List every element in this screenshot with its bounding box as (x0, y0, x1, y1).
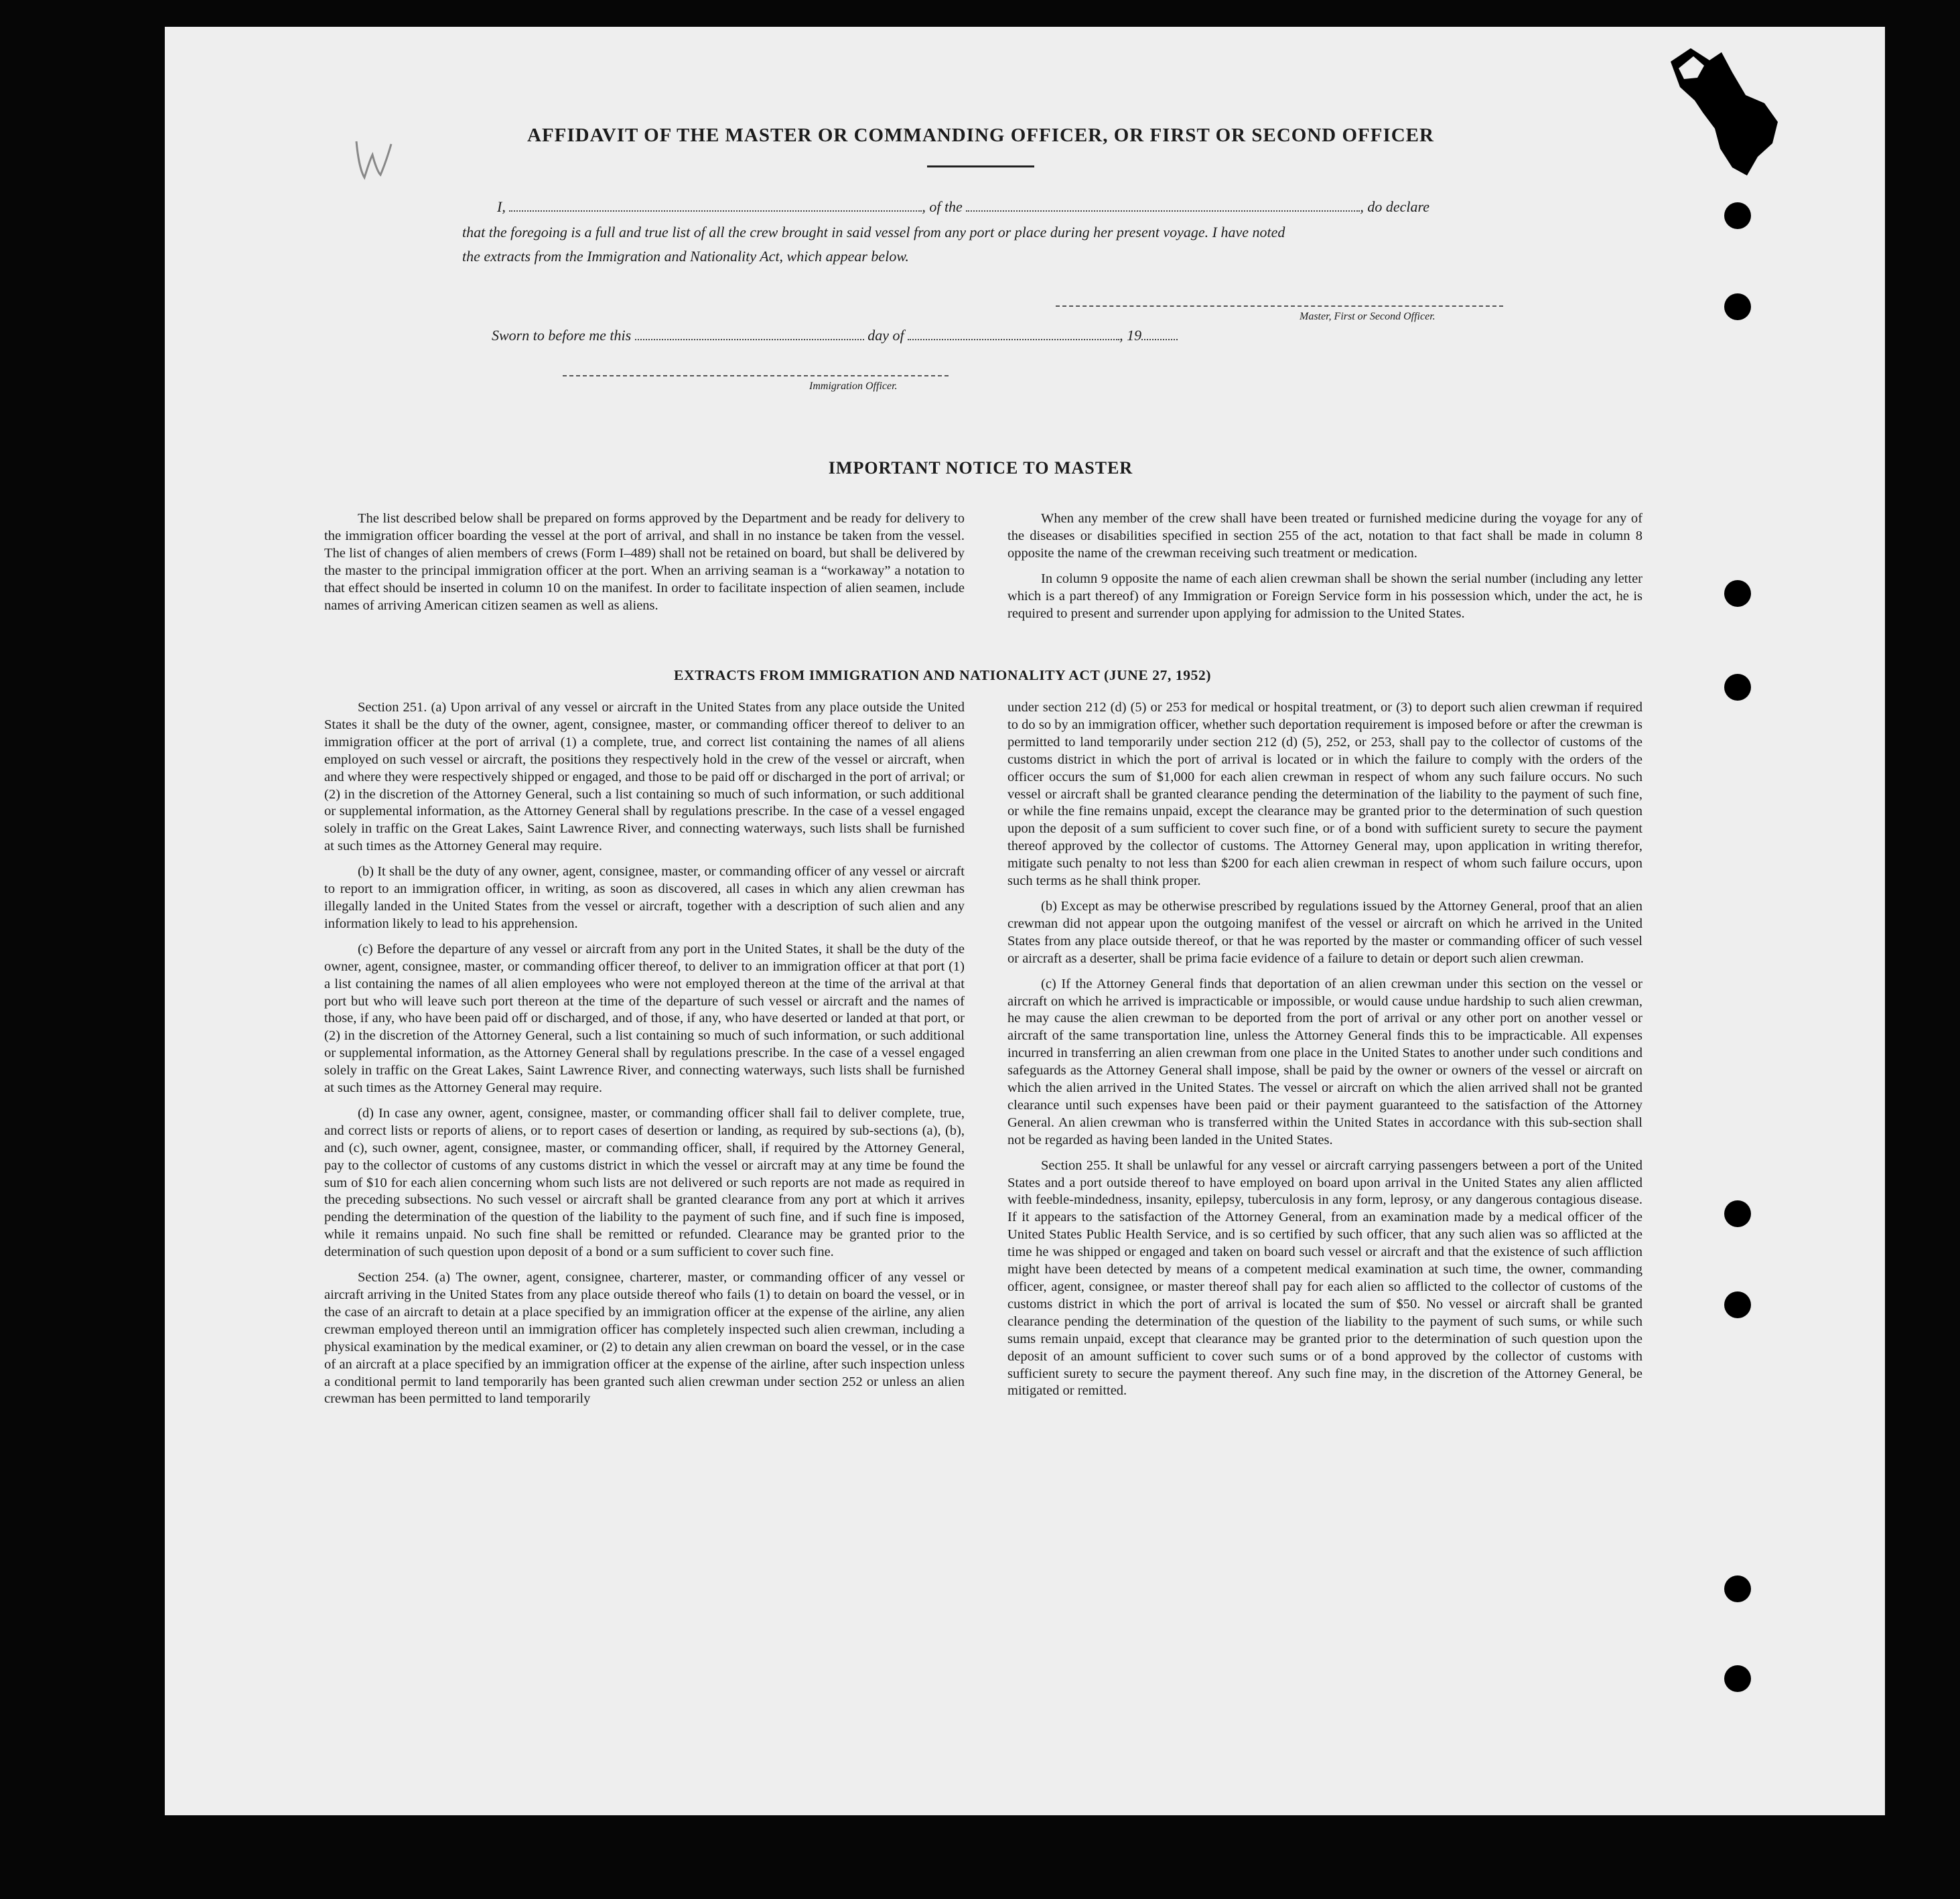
punch-hole (1724, 1575, 1751, 1602)
extracts-title: EXTRACTS FROM IMMIGRATION AND NATIONALITY ACT (JUNE 27, 1952) (674, 667, 1212, 683)
declaration-line-3: the extracts from the Immigration and Nationality Act, which appear below. (462, 248, 909, 265)
notice-right-column (1007, 510, 1642, 630)
declaration-line-2: that the foregoing is a full and true list of all the crew brought in said vessel from any port or place during her present voyage. I have noted (462, 224, 1285, 240)
extract-section-254c: (c) If the Attorney General finds that deportation of an alien crewman under this section on the vessel or aircraft on which he arrived is impracticable or impossible, or would cause undue hardship to such alien crewman, he may cause the alien crewman to be deported from the port of arrival or any other port on another vessel or aircraft of the same transportation line, unless the Attorney General finds this to be impracticable. All expenses incurred in transferring an alien crewman from one place in the United States to another under such conditions and safeguards as the Attorney General shall impose, shall be paid by the owner or owners of the vessel or aircraft on which the alien arrived in the United States. The vessel or aircraft on which the alien arrived shall not be granted clearance until such expenses have been paid or their payment guaranteed to the satisfaction of the Attorney General. An alien crewman who is transferred within the United States in accordance with this sub-section shall not be regarded as having been landed in the United States. (1007, 976, 1642, 1147)
master-caption: Master, First or Second Officer. (1300, 311, 1436, 322)
punch-hole (1724, 202, 1751, 229)
extract-section-254a-cont: under section 212 (d) (5) or 253 for medical or hospital treatment, or (3) to deport such alien crewman if required to do so by an immigration officer, whether such deportation requirement is imposed before or after the crewman is permitted to land temporarily under section 212 (d) (5), 252, or 253, shall pay to the collector of customs of the customs district in which the port of arrival is located or in which the failure to comply with the orders of the officer occurs the sum of $1,000 for each alien crewman in respect of whom any such failure occurs. No such vessel or aircraft shall be granted clearance pending the determination of the liability to the payment of such fine, or while the fine remains unpaid, except the clearance may be granted prior to the determination of such question upon the deposit of a sum sufficient to cover such fine, or of a bond with sufficient surety to secure the payment thereof approved by the collector of customs. The Attorney General may, upon application in writing therefor, mitigate such penalty to not less than $200 for each alien crewman in respect of whom such failure occurs, upon such terms as he shall think proper. (1007, 700, 1642, 889)
extract-section-254b: (b) Except as may be otherwise prescribed by regulations issued by the Attorney General, proof that an alien crewman did not appear upon the outgoing manifest of the vessel or aircraft on which he arrived in the United States from any place outside thereof, or that he was reported by the master or commanding officer of such vessel or aircraft as a deserter, shall be prima facie evidence of a failure to detain or deport such alien crewman. (1007, 898, 1642, 966)
declaration-i: I, (497, 198, 506, 215)
extracts-left-column (324, 699, 965, 1416)
year-blank (1141, 327, 1178, 340)
form-page (165, 27, 1885, 1815)
punch-hole (1724, 293, 1751, 320)
title-underline (927, 165, 1034, 167)
extract-section-251b: (b) It shall be the duty of any owner, agent, consignee, master, or commanding officer of any vessel or aircraft to report to an immigration officer, in writing, as soon as discovered, all cases in which any alien crewman has illegally landed in the United States from the vessel or aircraft, together with a description of such alien and any information likely to lead to his apprehension. (324, 864, 965, 931)
extract-section-251c: (c) Before the departure of any vessel or aircraft from any port in the United States, it shall be the duty of the owner, agent, consignee, master, or commanding officer thereof, to deliver to an immigration officer at that port (1) a list containing the names of all alien employees who were not employed thereon at the time of the arrival at that port but who will leave such port thereon at the time of the departure of such vessel or aircraft and the names of those, if any, who have been paid off or discharged, and of those, if any, who have deserted or landed at that port, or (2) in the discretion of the Attorney General, such a list containing so much of such information, or such additional or supplemental information, as the Attorney General shall by regulations prescribe. In the case of a vessel engaged solely in traffic on the Great Lakes, Saint Lawrence River, and connecting waterways, such lists shall be furnished at such times as the Attorney General may require. (324, 941, 965, 1096)
extract-section-255: Section 255. It shall be unlawful for any vessel or aircraft carrying passengers between a port of the United States and a port outside thereof to have employed on board upon arrival in the United States any alien afflicted with feeble-mindedness, insanity, epilepsy, tuberculosis in any form, leprosy, or any dangerous contagious disease. If it appears to the satisfaction of the Attorney General, from an examination made by a medical officer of the United States Public Health Service, and is so certified by such officer, that any such alien was so afflicted at the time he was shipped or engaged and taken on board such vessel or aircraft and that the existence of such affliction might have been detected by means of a competent medical examination at such time, the owner, commanding officer, agent, consignee, or master thereof shall pay for each alien so afflicted to the collector of customs of the customs district in which the port of arrival is located the sum of $50. No vessel or aircraft shall be granted clearance pending the determination of the question of the liability to the payment of such sums, or while such sums remain unpaid, except that clearance may be granted prior to the determination of such question upon the deposit of an amount sufficient to cover such sums or of a bond approved by the collector of customs with sufficient surety to secure the payment thereof. Any such fine may, in the discretion of the Attorney General, be mitigated or remitted. (1007, 1157, 1642, 1399)
sworn-day-blank (635, 327, 864, 340)
punch-hole (1724, 1665, 1751, 1692)
immigration-signature-line (563, 375, 949, 376)
punch-hole (1724, 1291, 1751, 1318)
vessel-blank (966, 198, 1360, 212)
notice-title: IMPORTANT NOTICE TO MASTER (828, 458, 1133, 478)
notice-right-paragraph-2: In column 9 opposite the name of each alien crewman shall be shown the serial number (including any letter which is a part thereof) of any Immigration or Foreign Service form in his possession which, under the act, he is required to present and surrender upon applying for admission to the United States. (1007, 571, 1642, 621)
extract-section-254a: Section 254. (a) The owner, agent, consignee, charterer, master, or commanding officer of any vessel or aircraft arriving in the United States from any place outside thereof who fails (1) to detain on board the vessel, or in the case of an aircraft to detain at a place specified by an immigration officer at the expense of the airline, any alien crewman employed thereon until an immigration officer has completely inspected such alien crewman, including a physical examination by the medical examiner, or (2) to detain any alien crewman on board the vessel, or in the case of an aircraft at a place specified by an immigration officer at the expense of the airline, after such inspection unless a conditional permit to land temporarily has been granted such alien crewman under section 252 or unless an alien crewman has been permitted to land temporarily (324, 1270, 965, 1407)
immigration-caption: Immigration Officer. (809, 380, 898, 392)
notice-right-paragraph-1: When any member of the crew shall have been treated or furnished medicine during the voyage for any of the diseases or disabilities specified in section 255 of the act, notation to that fact shall be made in column 8 opposite the name of the crewman receiving such treatment or medication. (1007, 511, 1642, 561)
sworn-text: Sworn to before me this (492, 327, 632, 344)
declaration-line-1 (497, 198, 1429, 216)
sworn-line (492, 327, 1178, 344)
punch-hole (1724, 580, 1751, 607)
declaration-declare: , do declare (1360, 198, 1429, 215)
notice-left-column (324, 510, 965, 622)
declaration-of-the: , of the (922, 198, 963, 215)
affidavit-title: AFFIDAVIT OF THE MASTER OR COMMANDING OFFICER, OR FIRST OR SECOND OFFICER (527, 125, 1434, 146)
punch-hole (1724, 674, 1751, 701)
punch-hole (1724, 1200, 1751, 1227)
sworn-month-blank (908, 327, 1119, 340)
extract-section-251a: Section 251. (a) Upon arrival of any vessel or aircraft in the United States from any place outside the United States it shall be the duty of the owner, agent, consignee, master, or commanding officer thereof to deliver to an immigration officer at the port of arrival (1) a complete, true, and correct list containing the names of all aliens employed on such vessel or aircraft, the positions they respectively hold in the crew of the vessel or aircraft, when and where they were respectively shipped or engaged, and those to be paid off or discharged in the port of arrival; or (2) in the discretion of the Attorney General, such a list containing so much of such information, or such additional or supplemental information, as the Attorney General shall by regulations prescribe. In the case of a vessel engaged solely in traffic on the Great Lakes, Saint Lawrence River, and connecting waterways, such lists shall be furnished at such times as the Attorney General may require. (324, 700, 965, 854)
name-blank (509, 198, 922, 212)
year-text: , 19 (1119, 327, 1142, 344)
day-of-text: day of (867, 327, 904, 344)
master-signature-line (1056, 305, 1503, 307)
notice-left-paragraph: The list described below shall be prepared on forms approved by the Department and be ready for delivery to the immigration officer boarding the vessel at the port of arrival, and shall in no instance be taken from the vessel. The list of changes of alien members of crews (Form I–489) shall not be retained on board, but shall be delivered by the master to the principal immigration officer at the port. When an arriving seaman is a “workaway” a notation to that effect should be inserted in column 10 on the manifest. In order to facilitate inspection of alien seamen, include names of arriving American citizen seamen as well as aliens. (324, 511, 965, 613)
extracts-right-column (1007, 699, 1642, 1408)
torn-corner-blot (1671, 48, 1798, 182)
extract-section-251d: (d) In case any owner, agent, consignee, master, or commanding officer shall fail to deliver complete, true, and correct lists or reports of aliens, or to report cases of desertion or landing, as required by sub-sections (a), (b), and (c), such owner, agent, consignee, master, or commanding officer, shall, if required by the Attorney General, pay to the collector of customs of any customs district in which the vessel or aircraft may at any time be found the sum of $10 for each alien concerning whom such lists are not delivered or such reports are not made as required in the preceding subsections. No such vessel or aircraft shall be granted clearance from any port at which it arrives pending the determination of the question of the liability to the payment of such fine, and if such fine is imposed, while it remains unpaid. No such fine shall be remitted or refunded. Clearance may be granted prior to the determination of such question upon deposit of a bond or a sum sufficient to cover such fine. (324, 1105, 965, 1260)
